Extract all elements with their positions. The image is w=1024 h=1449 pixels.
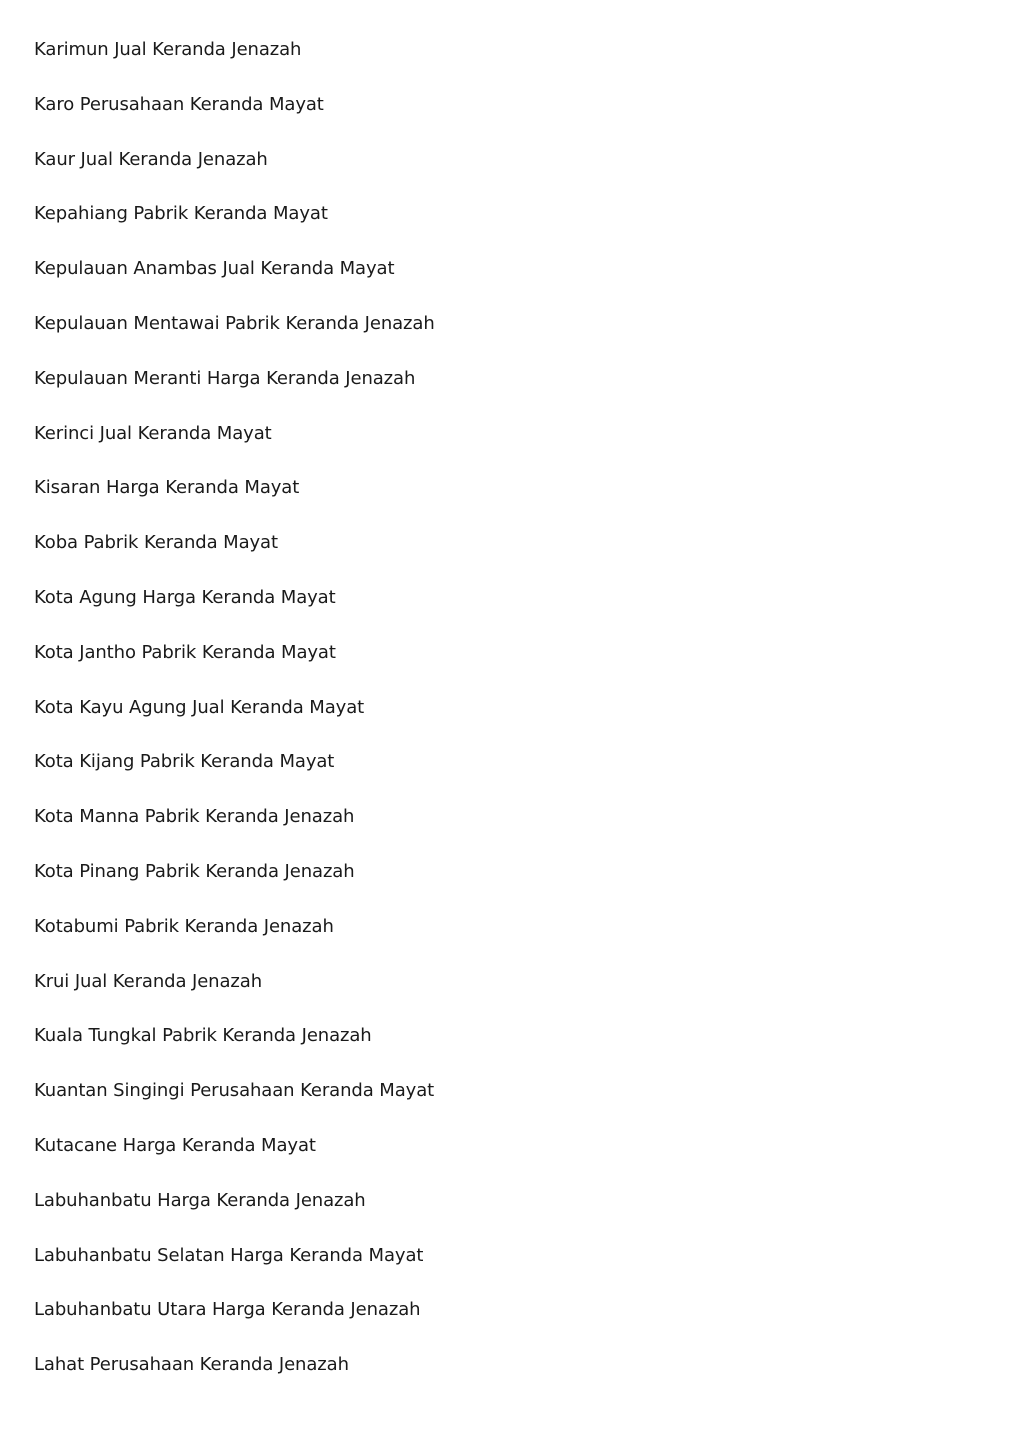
list-item: Kepahiang Pabrik Keranda Mayat	[34, 203, 328, 225]
list-item: Kisaran Harga Keranda Mayat	[34, 477, 300, 499]
list-item: Kuala Tungkal Pabrik Keranda Jenazah	[34, 1025, 372, 1047]
list-item: Kota Kayu Agung Jual Keranda Mayat	[34, 696, 365, 718]
list-item: Kepulauan Meranti Harga Keranda Jenazah	[34, 367, 416, 389]
list-item: Kota Manna Pabrik Keranda Jenazah	[34, 806, 355, 828]
list-item: Kota Agung Harga Keranda Mayat	[34, 586, 336, 608]
list-item: Labuhanbatu Selatan Harga Keranda Mayat	[34, 1244, 424, 1266]
list-item: Labuhanbatu Utara Harga Keranda Jenazah	[34, 1299, 421, 1321]
list-item: Kepulauan Mentawai Pabrik Keranda Jenazah	[34, 312, 435, 334]
list-item: Krui Jual Keranda Jenazah	[34, 970, 263, 992]
list-item: Kuantan Singingi Perusahaan Keranda Mayat	[34, 1080, 435, 1102]
list-item: Labuhanbatu Harga Keranda Jenazah	[34, 1189, 366, 1211]
list-item: Kerinci Jual Keranda Mayat	[34, 422, 272, 444]
list-item: Kota Kijang Pabrik Keranda Mayat	[34, 751, 335, 773]
list-item: Kaur Jual Keranda Jenazah	[34, 148, 268, 170]
list-item: Kotabumi Pabrik Keranda Jenazah	[34, 915, 334, 937]
keyword-list	[34, 36, 435, 1406]
list-item: Karimun Jual Keranda Jenazah	[34, 39, 302, 60]
list-item: Kepulauan Anambas Jual Keranda Mayat	[34, 258, 395, 280]
list-item: Karo Perusahaan Keranda Mayat	[34, 93, 324, 115]
list-item: Kutacane Harga Keranda Mayat	[34, 1134, 316, 1156]
list-item: Kota Pinang Pabrik Keranda Jenazah	[34, 860, 355, 882]
list-item: Koba Pabrik Keranda Mayat	[34, 532, 278, 554]
list-item: Lahat Perusahaan Keranda Jenazah	[34, 1354, 349, 1376]
list-item: Kota Jantho Pabrik Keranda Mayat	[34, 641, 336, 663]
